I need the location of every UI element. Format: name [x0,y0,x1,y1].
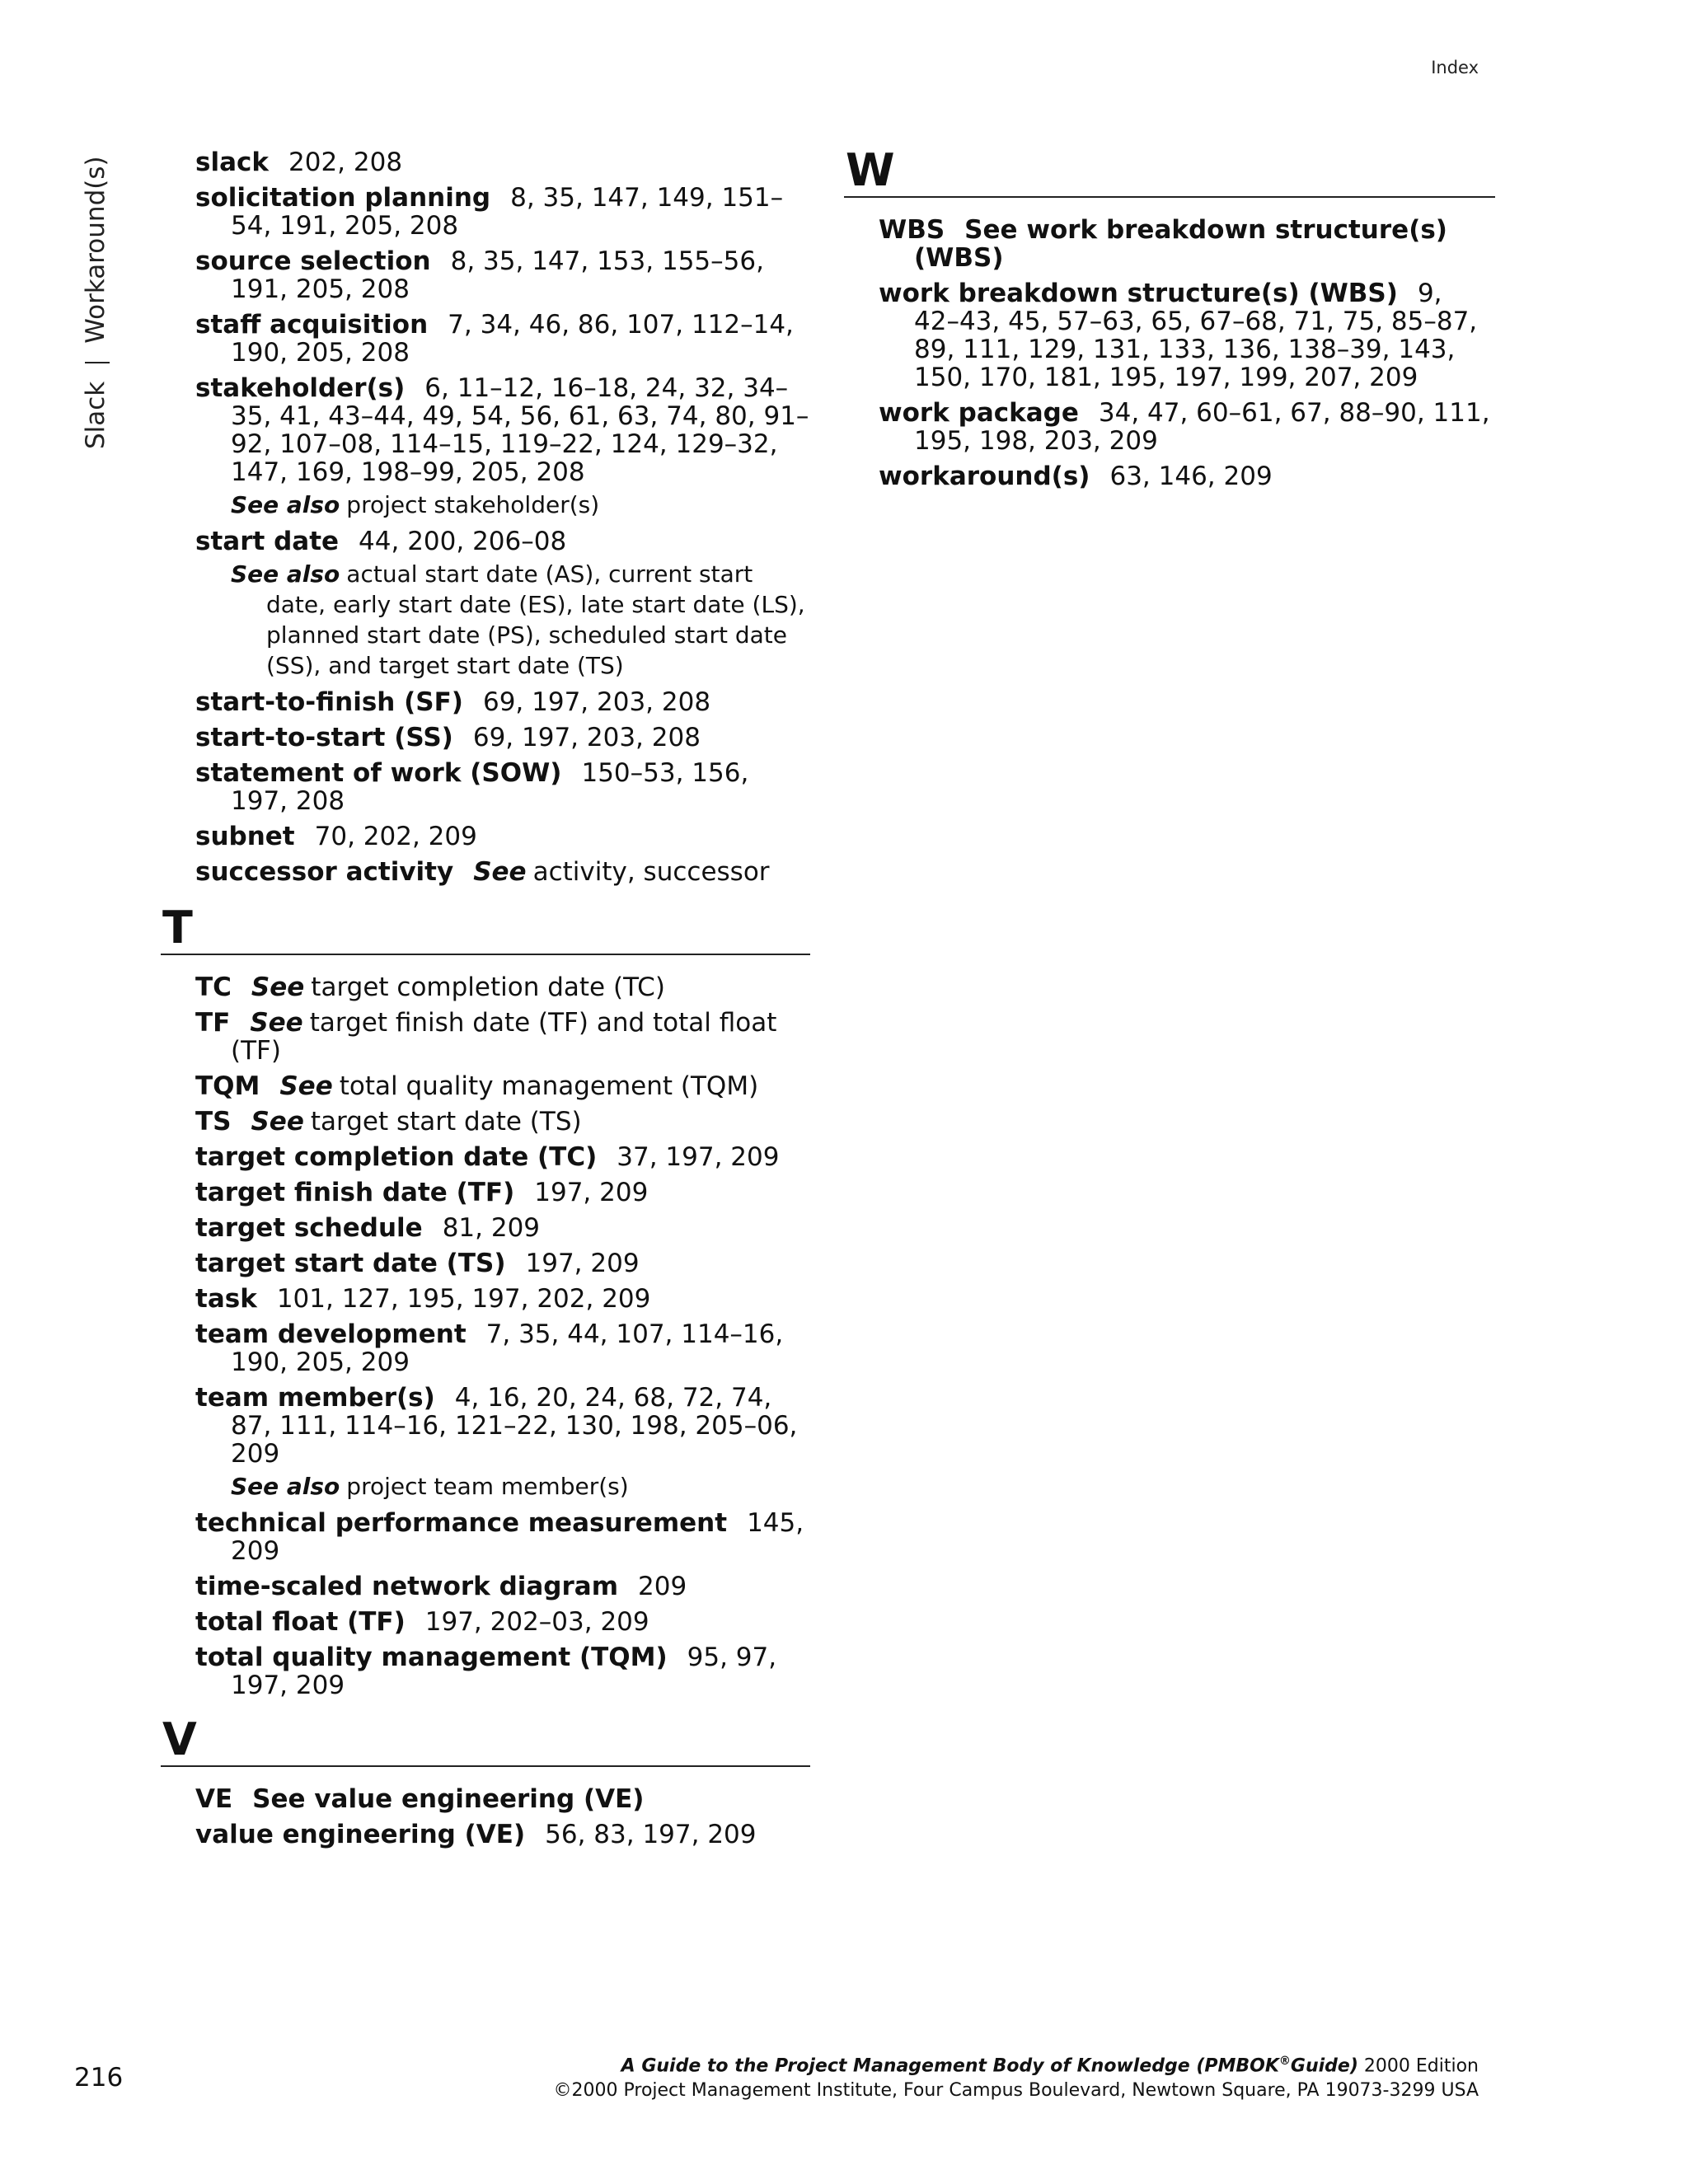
index-entry [161,823,810,851]
see-target: target start date (TS) [310,1107,582,1137]
see-label: See [251,972,305,1002]
entry-pages: 69, 197, 203, 208 [472,723,701,752]
see-also-label: See also [231,560,340,588]
index-entry [161,527,810,555]
index-entry [844,462,1495,490]
index-entry [844,216,1495,272]
side-tab-from: Slack [81,381,110,449]
entry-pages: 8, 35, 147, 153, 155–56, 191, 205, 208 [231,246,764,304]
entry-term: total quality management (TQM) [195,1643,668,1672]
side-tab-range [81,156,110,449]
entry-pages: 34, 47, 60–61, 67, 88–90, 111, 195, 198, 203, 209 [914,398,1490,456]
entry-pages: 197, 209 [534,1178,649,1207]
index-entry [161,1179,810,1207]
index-entry [161,311,810,367]
section-letter-w: W [844,148,1495,198]
index-entry [161,1821,810,1849]
footer-copyright: ©2000 Project Management Institute, Four Campus Boulevard, Newtown Square, PA 19073-3299 USA [553,2080,1479,2101]
index-entry [161,1785,810,1813]
see-also-reference [161,1471,810,1502]
entry-term: start-to-start (SS) [195,723,453,752]
entry-pages: 7, 34, 46, 86, 107, 112–14, 190, 205, 208 [231,310,794,368]
entry-term: target completion date (TC) [195,1142,598,1172]
index-column-left [161,148,810,1856]
entry-pages: 44, 200, 206–08 [359,527,567,556]
entry-term: solicitation planning [195,183,491,213]
see-target: See work breakdown structure(s) (WBS) [914,215,1447,273]
entry-term: value engineering (VE) [195,1820,526,1849]
entry-pages: 7, 35, 44, 107, 114–16, 190, 205, 209 [231,1319,784,1377]
entry-pages: 70, 202, 209 [314,822,477,851]
entry-term: time-scaled network diagram [195,1572,618,1601]
entry-term: task [195,1284,257,1314]
entry-term: TF [195,1008,231,1038]
entry-term: source selection [195,246,431,276]
registered-mark: ® [1278,2055,1291,2068]
index-entry [161,1214,810,1242]
entry-pages: 150–53, 156, 197, 208 [231,758,749,816]
index-entry [161,247,810,303]
index-entry [161,1509,810,1565]
index-entry [161,1249,810,1277]
see-label: See [251,1107,304,1137]
index-entry [844,279,1495,391]
index-entry [161,374,810,486]
see-label: See [279,1071,333,1101]
see-also-label: See also [231,1473,340,1500]
entry-pages: 69, 197, 203, 208 [482,687,711,717]
index-entry [161,759,810,815]
see-also-text: actual start date (AS), current start date, early start date (ES), late start date (LS), planned start date (PS), scheduled start date (SS), and target start date (TS) [266,560,805,679]
index-entry [161,184,810,240]
entry-term: work package [879,398,1079,428]
entry-pages: 95, 97, 197, 209 [231,1643,777,1700]
entry-term: TQM [195,1071,260,1101]
see-target: target completion date (TC) [311,972,665,1002]
index-entry [161,1572,810,1601]
entry-pages: 209 [638,1572,687,1601]
entry-term: team development [195,1319,467,1349]
entry-pages: 101, 127, 195, 197, 202, 209 [276,1284,651,1314]
entry-term: stakeholder(s) [195,373,406,403]
entry-pages: 145, 209 [231,1508,804,1566]
footer-guide-title [621,2055,1479,2076]
index-entry [161,724,810,752]
entry-term: staff acquisition [195,310,429,340]
entry-term: start-to-finish (SF) [195,687,463,717]
entry-pages: 6, 11–12, 16–18, 24, 32, 34–35, 41, 43–44, 49, 54, 56, 61, 63, 74, 80, 91–92, 107–08, 114–15, 119–22, 124, 129–32, 147, 169, 198–99, 205, 208 [231,373,809,487]
entry-term: total float (TF) [195,1607,406,1637]
entry-pages: 81, 209 [442,1213,541,1243]
entry-term: statement of work (SOW) [195,758,562,788]
entry-pages: 4, 16, 20, 24, 68, 72, 74, 87, 111, 114–16, 121–22, 130, 198, 205–06, 209 [231,1383,798,1469]
see-also-text: project team member(s) [346,1473,629,1500]
see-target: target finish date (TF) and total float (TF) [231,1008,777,1066]
index-entry [161,973,810,1001]
entry-pages: 9, 42–43, 45, 57–63, 65, 67–68, 71, 75, 85–87, 89, 111, 129, 131, 133, 136, 138–39, 143, 150, 170, 181, 195, 197, 199, 207, 209 [914,279,1478,392]
side-tab-divider [85,362,110,363]
entry-term: team member(s) [195,1383,435,1413]
index-entry [161,1285,810,1313]
entry-term: start date [195,527,340,556]
entry-pages: 37, 197, 209 [617,1142,780,1172]
entry-term: successor activity [195,857,454,887]
side-tab-to: Workaround(s) [81,156,110,344]
entry-term: workaround(s) [879,462,1090,491]
see-also-text: project stakeholder(s) [346,491,600,518]
entry-pages: 8, 35, 147, 149, 151–54, 191, 205, 208 [231,183,784,241]
page-number: 216 [74,2063,124,2093]
entry-term: technical performance measurement [195,1508,728,1538]
see-target: total quality management (TQM) [339,1071,759,1101]
entry-pages: 56, 83, 197, 209 [545,1820,757,1849]
index-entry [161,1108,810,1136]
index-entry [161,1072,810,1100]
entry-pages: 197, 209 [525,1249,640,1278]
index-entry [161,1608,810,1636]
see-label: See [473,857,527,887]
entry-term: slack [195,148,269,177]
section-letter-t: T [161,906,810,955]
entry-term: target schedule [195,1213,423,1243]
index-entry [161,688,810,716]
section-letter-v: V [161,1718,810,1767]
running-header: Index [1431,58,1479,77]
entry-term: work breakdown structure(s) (WBS) [879,279,1398,308]
entry-pages: 202, 208 [288,148,403,177]
index-column-right [844,144,1495,498]
index-entry [161,1320,810,1376]
entry-term: TC [195,972,232,1002]
guide-suffix: Guide) [1290,2055,1358,2077]
index-entry [161,1384,810,1468]
entry-term: VE [195,1784,233,1814]
guide-title: A Guide to the Project Management Body of Knowledge (PMBOK [621,2055,1279,2077]
index-entry [161,858,810,886]
entry-term: target start date (TS) [195,1249,506,1278]
see-also-label: See also [231,491,340,518]
entry-pages: 63, 146, 209 [1109,462,1273,491]
index-entry [161,148,810,176]
index-entry [161,1143,810,1171]
entry-term: TS [195,1107,232,1137]
index-entry [161,1643,810,1699]
see-also-reference [161,490,810,520]
entry-term: target finish date (TF) [195,1178,515,1207]
entry-term: WBS [879,215,945,245]
index-entry [161,1009,810,1065]
index-entry [844,399,1495,455]
see-also-reference [161,559,810,681]
see-label: See [250,1008,303,1038]
entry-term: subnet [195,822,295,851]
see-target: See value engineering (VE) [252,1784,645,1814]
see-target: activity, successor [532,857,770,887]
entry-pages: 197, 202–03, 209 [424,1607,649,1637]
edition-label: 2000 Edition [1363,2055,1479,2077]
